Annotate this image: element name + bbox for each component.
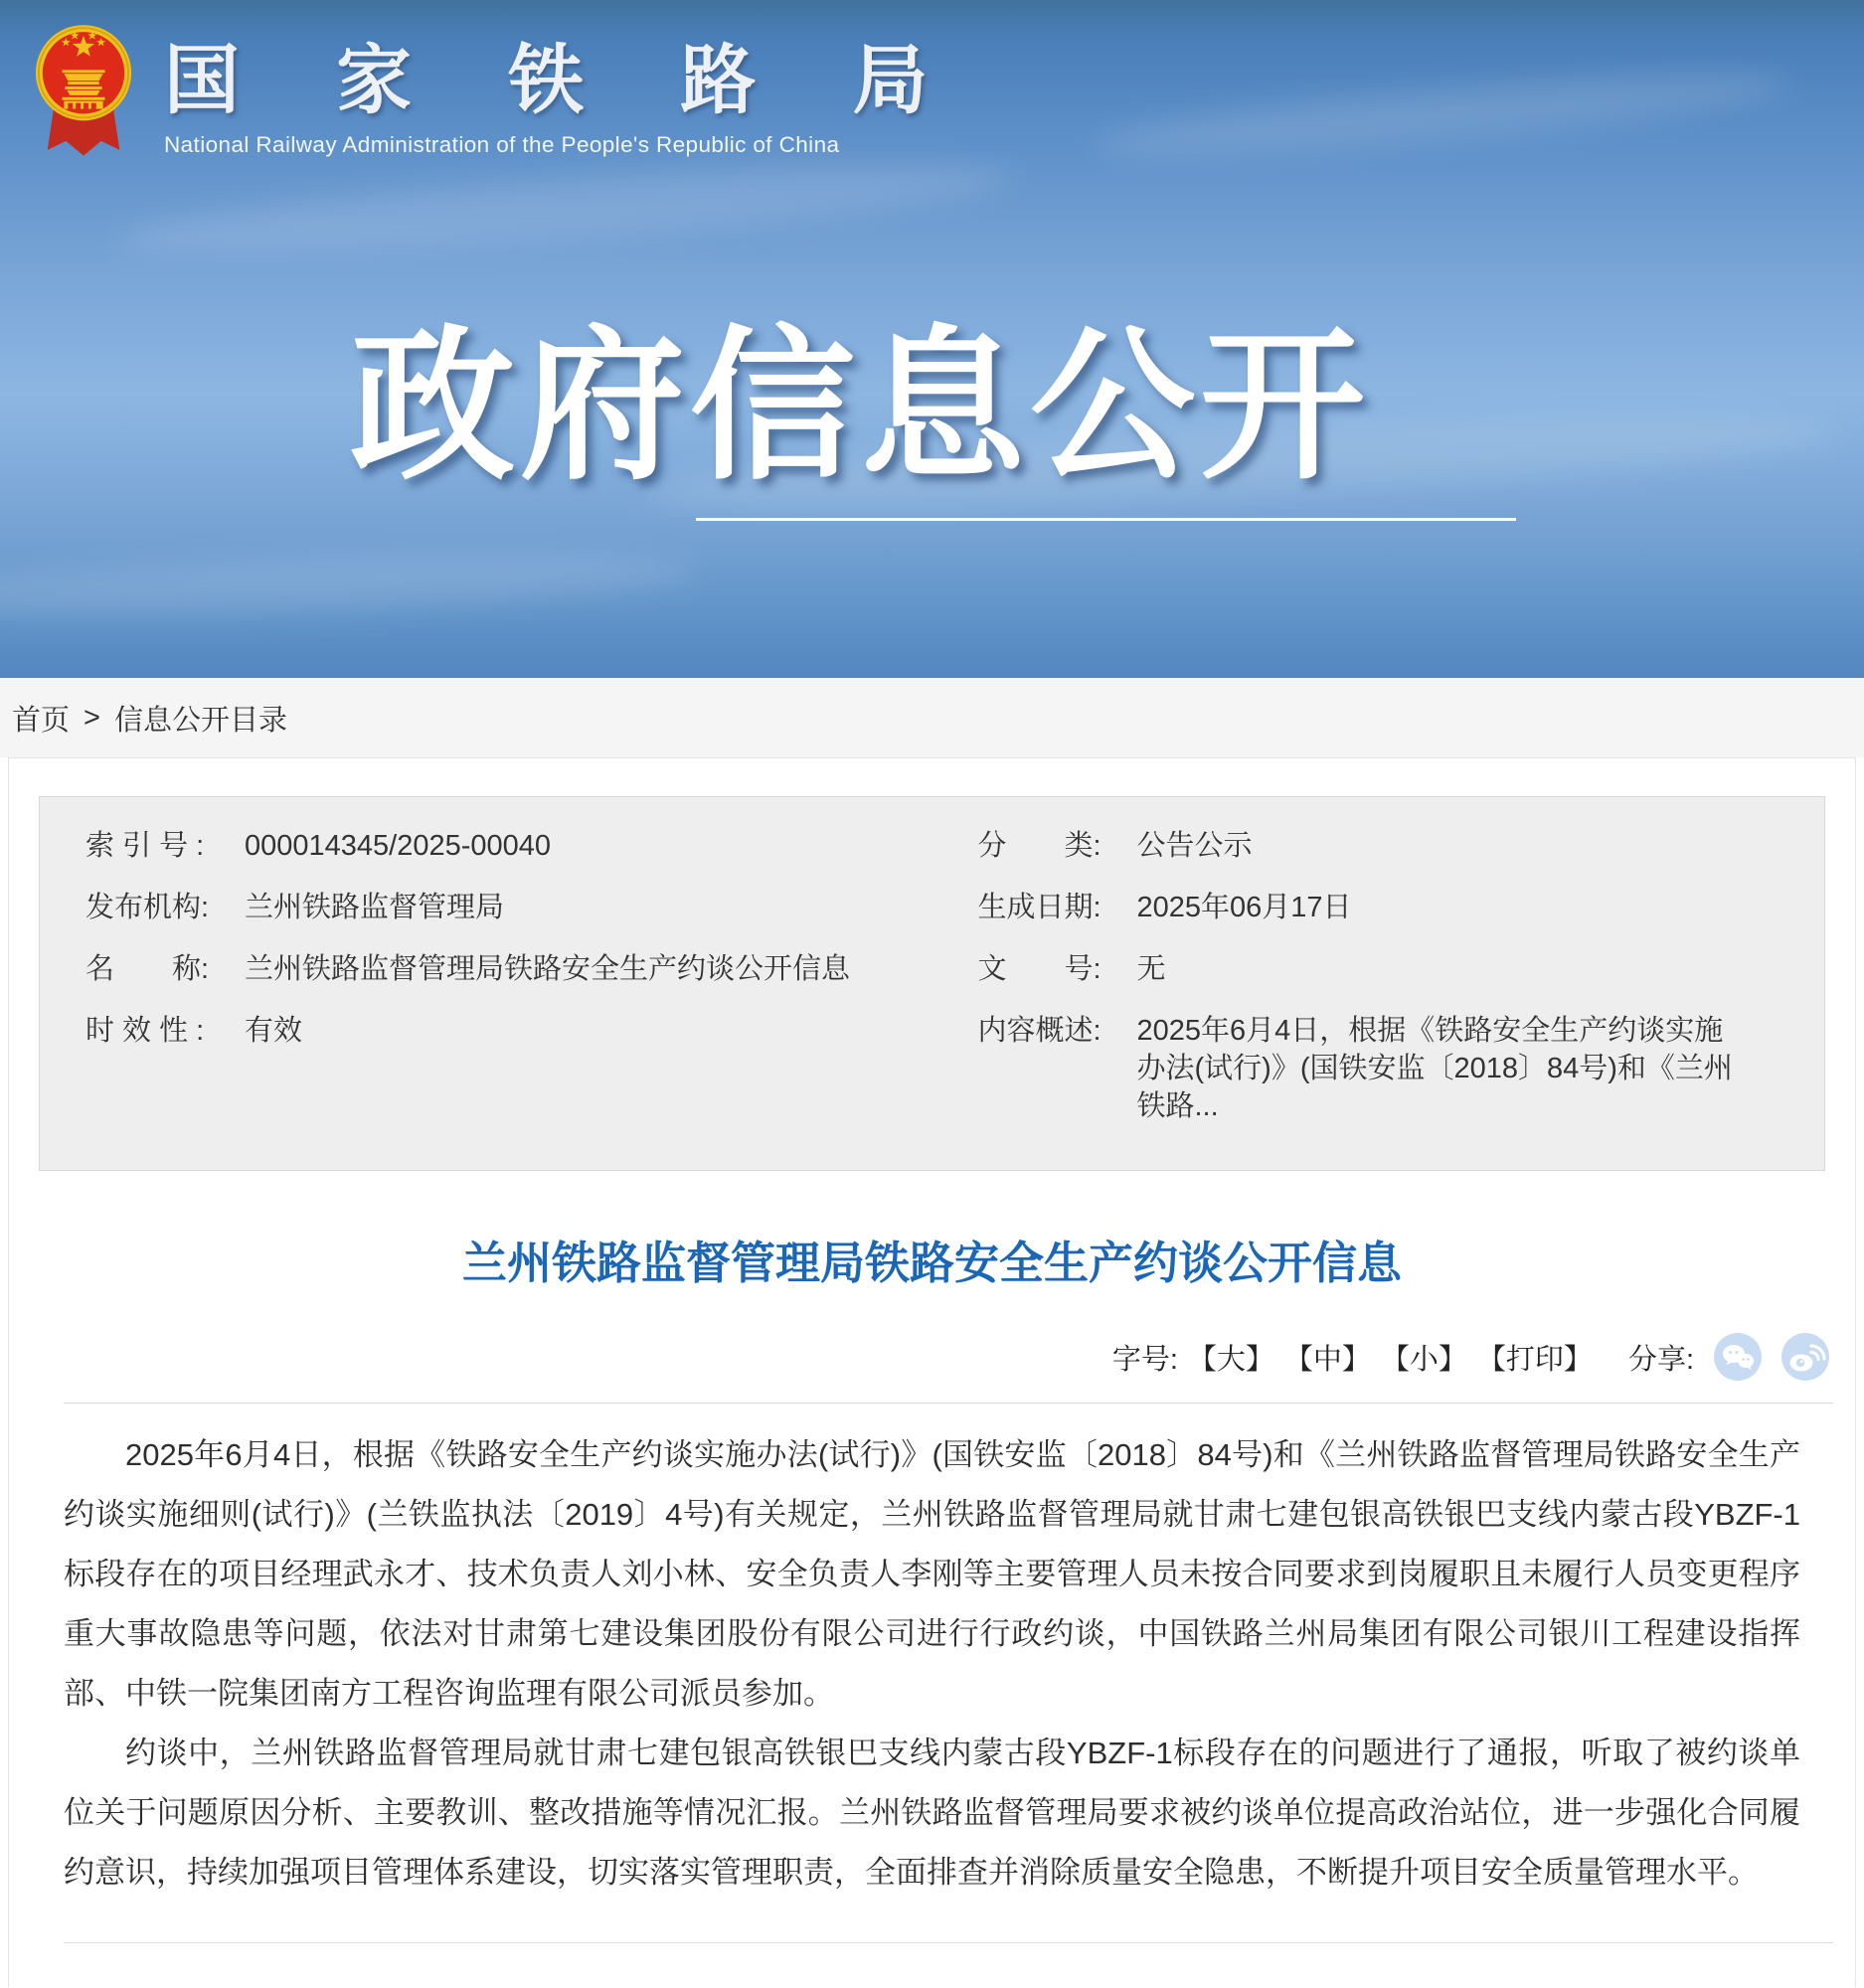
font-size-label: 字号: xyxy=(1111,1343,1178,1376)
meta-row-issuing-agency xyxy=(40,889,932,926)
meta-row-index-number xyxy=(40,827,932,865)
meta-value: 无 xyxy=(1136,953,1166,985)
meta-row-category xyxy=(932,827,1825,865)
breadcrumb-home-link[interactable]: 首页 xyxy=(12,704,71,737)
cloud-streak xyxy=(118,148,1015,270)
meta-label: 文 号: xyxy=(977,953,1101,985)
font-size-large-button[interactable]: 【大】 xyxy=(1187,1343,1274,1376)
font-size-controls xyxy=(9,1333,1829,1381)
site-name xyxy=(164,12,965,158)
meta-value: 000014345/2025-00040 xyxy=(245,830,552,862)
meta-value: 兰州铁路监督管理局 xyxy=(245,892,505,923)
breadcrumb xyxy=(0,678,1864,757)
meta-row-generated-date xyxy=(932,889,1825,926)
site-title: 国 家 铁 路 局 xyxy=(164,39,966,123)
print-button[interactable]: 【打印】 xyxy=(1476,1343,1593,1376)
meta-label: 时 效 性 : xyxy=(85,1015,205,1047)
meta-row-name xyxy=(40,950,932,988)
weibo-share-icon[interactable] xyxy=(1781,1333,1829,1381)
font-size-medium-button[interactable]: 【中】 xyxy=(1283,1343,1371,1376)
breadcrumb-current[interactable]: 信息公开目录 xyxy=(113,704,287,737)
wechat-share-icon[interactable] xyxy=(1714,1333,1762,1381)
header-banner xyxy=(0,0,1864,678)
font-size-small-button[interactable]: 【小】 xyxy=(1380,1343,1467,1376)
meta-table-right-column xyxy=(932,827,1825,1125)
meta-value: 兰州铁路监督管理局铁路安全生产约谈公开信息 xyxy=(245,953,851,985)
banner-heading: 政府信息公开 xyxy=(350,315,1370,499)
meta-row-document-number xyxy=(932,950,1825,988)
meta-label: 名 称: xyxy=(85,953,210,985)
meta-row-content-summary xyxy=(932,1012,1825,1125)
site-logo[interactable] xyxy=(33,12,965,161)
meta-table xyxy=(39,796,1825,1171)
national-emblem-icon xyxy=(33,12,134,161)
meta-value: 2025年6月4日，根据《铁路安全生产约谈实施办法(试行)》(国铁安监〔2018〕84号)和《兰州铁路... xyxy=(1136,1015,1733,1122)
meta-label: 索 引 号 : xyxy=(85,830,205,862)
site-title-en: National Railway Administration of the People's Republic of China xyxy=(164,132,840,157)
share-label: 分享: xyxy=(1627,1343,1694,1376)
banner-underline xyxy=(696,518,1516,521)
cloud-streak xyxy=(0,543,697,625)
content-panel xyxy=(8,757,1856,1987)
paragraph: 约谈中，兰州铁路监督管理局就甘肃七建包银高铁银巴支线内蒙古段YBZF-1标段存在的问题进行了通报，听取了被约谈单位关于问题原因分析、主要教训、整改措施等情况汇报。兰州铁路监督管理局要求被约谈单位提高政治站位，进一步强化合同履约意识，持续加强项目管理体系建设，切实落实管理职责，全面排查并消除质量安全隐患，不断提升项目安全质量管理水平。 xyxy=(64,1736,1800,1890)
paragraph: 2025年6月4日，根据《铁路安全生产约谈实施办法(试行)》(国铁安监〔2018〕84号)和《兰州铁路监督管理局铁路安全生产约谈实施细则(试行)》(兰铁监执法〔2019〕4号)有关规定，兰州铁路监督管理局就甘肃七建包银高铁银巴支线内蒙古段YBZF-1标段存在的项目经理武永才、技术负责人刘小林、安全负责人李刚等主要管理人员未按合同要求到岗履职且未履行人员变更程序重大事故隐患等问题，依法对甘肃第七建设集团股份有限公司进行行政约谈，中国铁路兰州局集团有限公司银川工程建设指挥部、中铁一院集团南方工程咨询监理有限公司派员参加。 xyxy=(64,1437,1800,1711)
meta-label: 发布机构: xyxy=(85,892,210,923)
meta-value: 有效 xyxy=(245,1015,303,1047)
meta-row-validity xyxy=(40,1012,932,1050)
meta-value: 公告公示 xyxy=(1136,830,1253,862)
meta-label: 分 类: xyxy=(977,830,1101,862)
cloud-streak xyxy=(1093,60,1790,170)
meta-label: 内容概述: xyxy=(977,1015,1101,1047)
breadcrumb-separator: > xyxy=(84,701,100,734)
page-title: 兰州铁路监督管理局铁路安全生产约谈公开信息 xyxy=(461,1238,1402,1288)
meta-value: 2025年06月17日 xyxy=(1136,892,1352,923)
article-body xyxy=(64,1404,1800,1903)
bottom-divider xyxy=(64,1942,1833,1943)
meta-table-left-column xyxy=(40,827,932,1125)
meta-label: 生成日期: xyxy=(977,892,1101,923)
